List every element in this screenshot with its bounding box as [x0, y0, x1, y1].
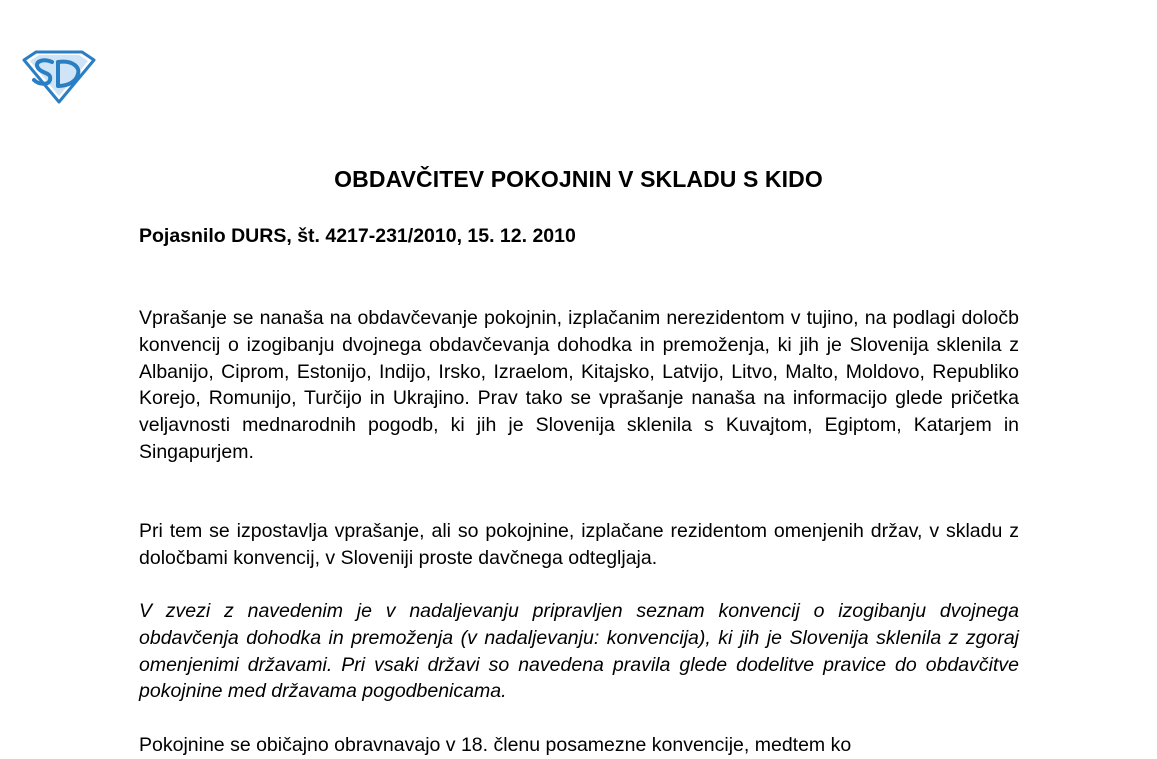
document-title: OBDAVČITEV POKOJNIN V SKLADU S KIDO — [334, 166, 823, 192]
document-subtitle: Pojasnilo DURS, št. 4217-231/2010, 15. 12. 2010 — [139, 225, 576, 247]
paragraph-convention-list-intro: V zvezi z navedenim je v nadaljevanju pripravljen seznam konvencij o izogibanju dvojnega obdavčenja dohodka in premoženja (v nadaljevanju: konvencija), ki jih je Slovenija sklenila z zgoraj omenjenimi državami. Pri vsaki državi so navedena pravila glede dodelitve pravice do obdavčitve pokojnine med državama pogodbenicama. — [139, 600, 1019, 703]
paragraph-question: Vprašanje se nanaša na obdavčevanje pokojnin, izplačanim nerezidentom v tujino, na podlagi določb konvencij o izogibanju dvojnega obdavčevanja dohodka in premoženja, ki jih je Slovenija sklenila z Albanijo, Ciprom, Estonijo, Indijo, Irsko, Izraelom, Kitajsko, Latvijo, Litvo, Malto, Moldovo, Republiko Korejo, Romunijo, Turčijo in Ukrajino. Prav tako se vprašanje nanaša na informacijo glede pričetka veljavnosti mednarodnih pogodb, ki jih je Slovenija sklenila s Kuvajtom, Egiptom, Katarjem in Singapurjem. — [139, 307, 1019, 463]
paragraph-pensions-article: Pokojnine se običajno obravnavajo v 18. členu posamezne konvencije, medtem ko — [139, 734, 852, 756]
paragraph-issue: Pri tem se izpostavlja vprašanje, ali so pokojnine, izplačane rezidentom omenjenih držav, v skladu z določbami konvencij, v Sloveniji proste davčnega odtegljaja. — [139, 520, 1019, 569]
company-logo-icon — [22, 50, 96, 104]
